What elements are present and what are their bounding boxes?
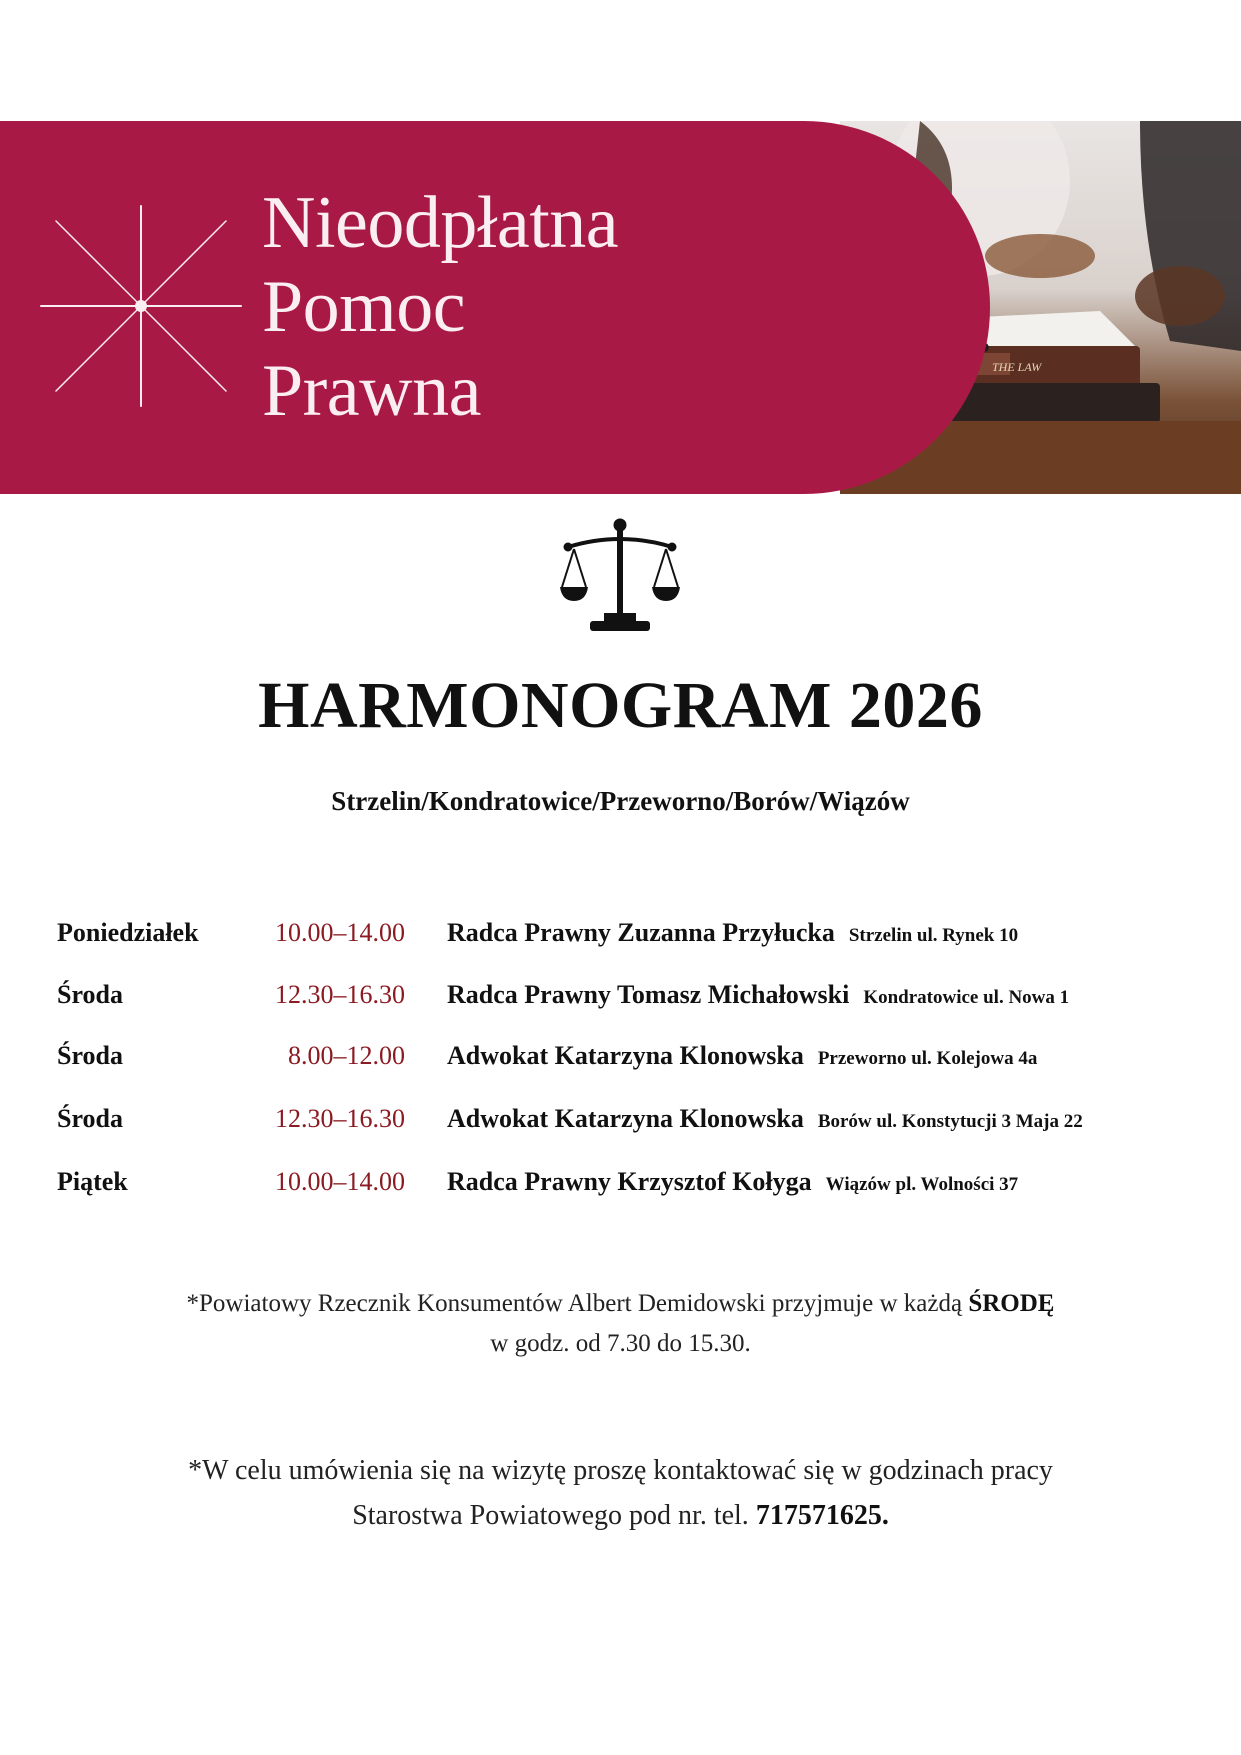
note2-line2 — [0, 1493, 1241, 1538]
schedule-row — [0, 1162, 1241, 1202]
lawyer-name: Adwokat Katarzyna Klonowska — [447, 1104, 804, 1133]
program-title — [262, 181, 618, 433]
locations-subtitle: Strzelin/Kondratowice/Przeworno/Borów/Wiązów — [331, 786, 910, 816]
hours-label: 10.00–14.00 — [275, 1167, 405, 1196]
day-label: Środa — [57, 1041, 123, 1070]
header-banner — [0, 121, 1241, 494]
schedule-row — [0, 1036, 1241, 1076]
lawyer-name: Radca Prawny Tomasz Michałowski — [447, 980, 850, 1009]
note1-day: ŚRODĘ — [968, 1290, 1055, 1317]
scales-of-justice-icon — [560, 515, 680, 635]
contact-note — [0, 1448, 1241, 1538]
sparkle-star-icon — [36, 201, 246, 411]
lawyer-name: Radca Prawny Krzysztof Kołyga — [447, 1167, 812, 1196]
title-panel — [0, 121, 990, 494]
book-spine-label: THE LAW — [992, 360, 1042, 374]
title-line-1: Nieodpłatna — [262, 182, 619, 264]
consumer-ombudsman-note — [0, 1284, 1241, 1364]
note1-line1 — [0, 1284, 1241, 1324]
office-address: Przeworno ul. Kolejowa 4a — [817, 1048, 1038, 1069]
note2-line1: *W celu umówienia się na wizytę proszę kontaktować się w godzinach pracy — [188, 1455, 1053, 1486]
day-label: Środa — [57, 980, 123, 1009]
hours-label: 12.30–16.30 — [275, 1104, 405, 1133]
schedule-row — [0, 913, 1241, 953]
hours-label: 12.30–16.30 — [275, 980, 405, 1009]
hours-label: 8.00–12.00 — [288, 1041, 405, 1070]
office-address: Borów ul. Konstytucji 3 Maja 22 — [817, 1111, 1083, 1132]
page-title: HARMONOGRAM 2026 — [258, 669, 983, 742]
lawyer-entry — [447, 913, 1018, 956]
phone-number: 717571625. — [755, 1500, 889, 1531]
office-address: Strzelin ul. Rynek 10 — [848, 925, 1019, 946]
lawyer-entry — [447, 1099, 1083, 1142]
office-address: Wiązów pl. Wolności 37 — [825, 1174, 1019, 1195]
schedule-row — [0, 975, 1241, 1015]
day-label: Środa — [57, 1104, 123, 1133]
title-line-2: Pomoc — [262, 266, 466, 348]
note1-line2: w godz. od 7.30 do 15.30. — [490, 1330, 751, 1357]
day-label: Piątek — [57, 1167, 128, 1196]
title-line-3: Prawna — [262, 350, 481, 432]
lawyer-entry — [447, 1162, 1018, 1205]
office-address: Kondratowice ul. Nowa 1 — [863, 987, 1070, 1008]
lawyer-name: Radca Prawny Zuzanna Przyłucka — [447, 918, 835, 947]
lawyer-entry — [447, 1036, 1037, 1079]
lawyer-name: Adwokat Katarzyna Klonowska — [447, 1041, 804, 1070]
note2-text: Starostwa Powiatowego pod nr. tel. — [352, 1500, 756, 1531]
lawyer-entry — [447, 975, 1069, 1018]
note1-text: *Powiatowy Rzecznik Konsumentów Albert Demidowski przyjmuje w każdą — [186, 1290, 969, 1317]
day-label: Poniedziałek — [57, 918, 199, 947]
hours-label: 10.00–14.00 — [275, 918, 405, 947]
schedule-row — [0, 1099, 1241, 1139]
